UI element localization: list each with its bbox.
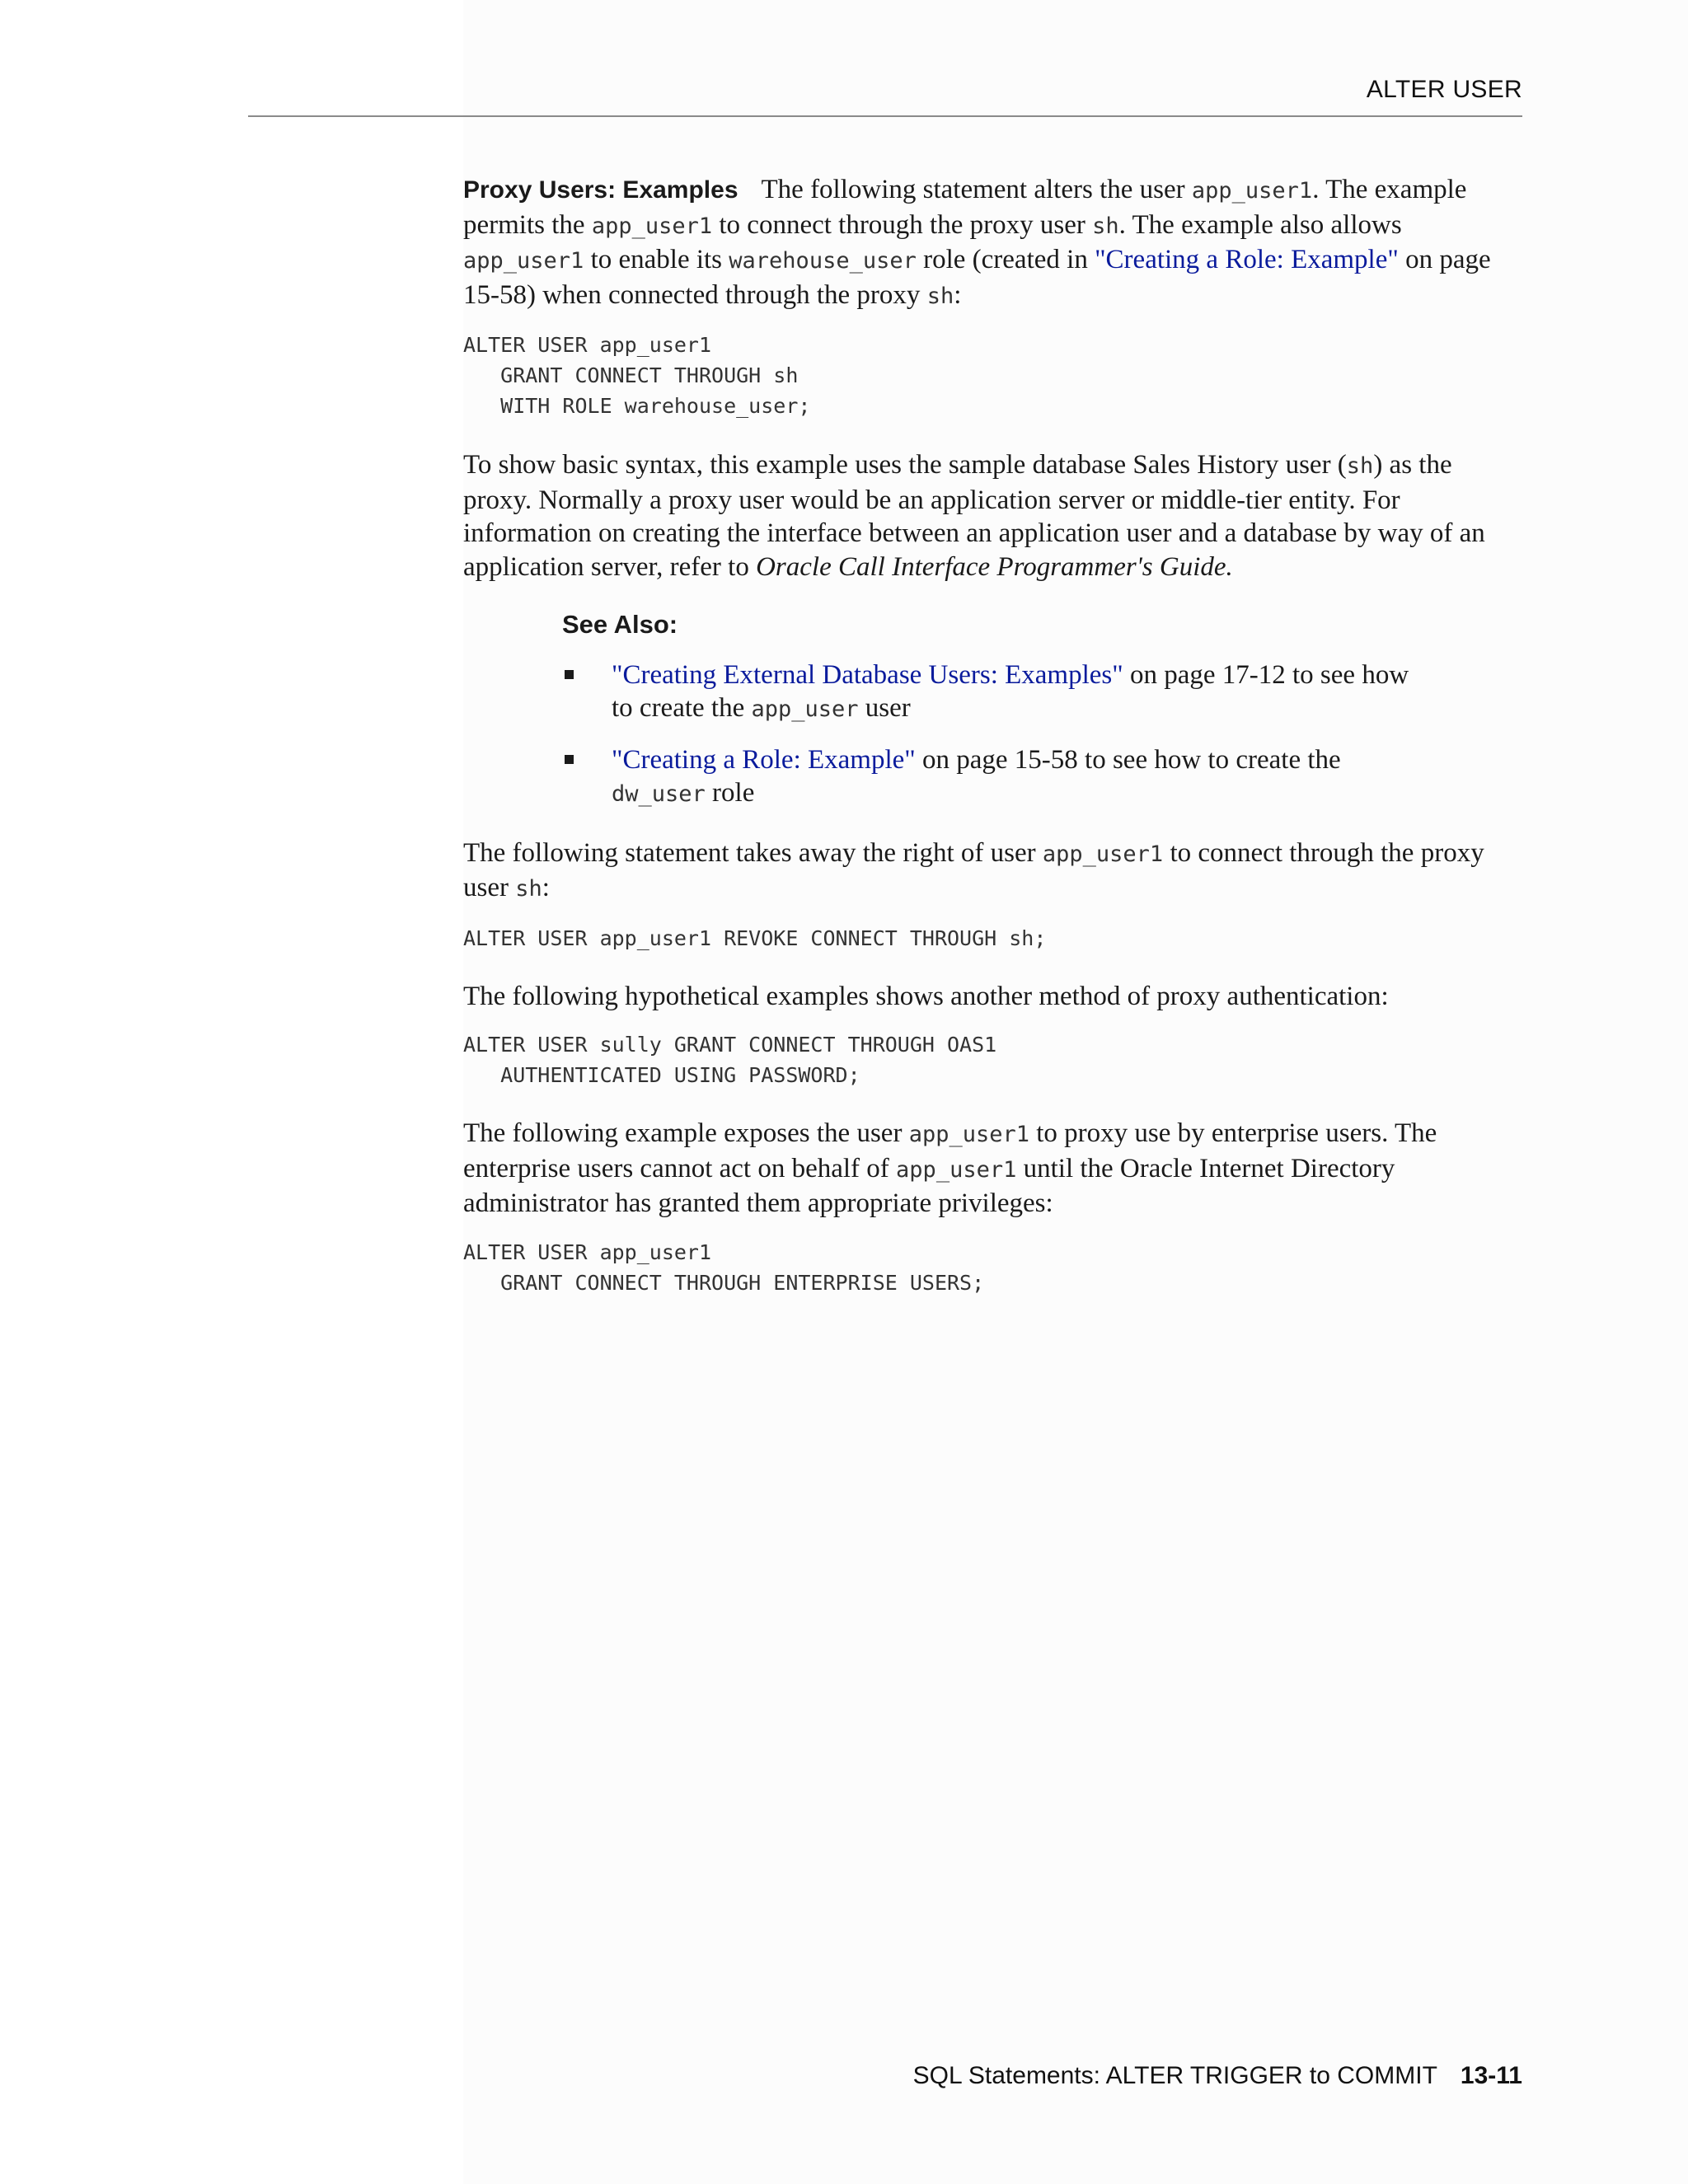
see-also-title: See Also: <box>562 610 678 639</box>
enterprise-users-paragraph: The following example exposes the user app_user1 to proxy use by enterprise users. The enterprise users cannot act on behalf of app_user1 until the Oracle Internet Directory administrator has granted them appropriate privileges: <box>463 1118 1437 1218</box>
inline-code: app_user1 <box>1042 841 1164 867</box>
see-also-list <box>562 658 1526 812</box>
page-content <box>463 173 1526 1298</box>
code-example-4: ALTER USER app_user1 GRANT CONNECT THROUGH ENTERPRISE USERS; <box>463 1240 985 1295</box>
header-rule <box>248 115 1522 117</box>
inline-code: sh <box>1346 453 1374 479</box>
inline-code: app_user1 <box>896 1156 1017 1183</box>
external-users-link[interactable]: "Creating External Database Users: Examples" <box>612 659 1123 690</box>
inline-code: sh <box>1092 213 1119 239</box>
inline-code: app_user1 <box>463 248 584 274</box>
hypothetical-paragraph: The following hypothetical examples shows another method of proxy authentication: <box>463 981 1389 1011</box>
code-example-3: ALTER USER sully GRANT CONNECT THROUGH OAS1 AUTHENTICATED USING PASSWORD; <box>463 1033 997 1087</box>
creating-role-link[interactable]: "Creating a Role: Example" <box>1095 245 1399 274</box>
inline-code: warehouse_user <box>729 248 917 274</box>
code-example-1: ALTER USER app_user1 GRANT CONNECT THROUGH sh WITH ROLE warehouse_user; <box>463 333 811 418</box>
section-heading: Proxy Users: Examples <box>463 176 738 204</box>
syntax-explanation-paragraph: To show basic syntax, this example uses the sample database Sales History user (sh) as the proxy. Normally a proxy user would be an application server or middle-tier entity. For information on creating the interface between an application user and a database by way of an application server, refer to Oracle Call Interface Programmer's Guide. <box>463 450 1485 582</box>
inline-code: app_user <box>751 696 859 722</box>
bullet-icon <box>565 670 574 679</box>
running-header: ALTER USER <box>1366 76 1522 103</box>
inline-code: dw_user <box>612 781 706 807</box>
inline-code: app_user1 <box>908 1122 1029 1147</box>
page-footer <box>913 2062 1522 2090</box>
proxy-examples-paragraph: Proxy Users: Examples The following statement alters the user app_user1. The example permits the app_user1 to connect through the proxy user sh. The example also allows app_user1 to enable its warehouse_user role (created in "Creating a Role: Example" on page 15-58) when connected through the proxy sh: <box>463 175 1491 310</box>
revoke-paragraph: The following statement takes away the right of user app_user1 to connect through the proxy user sh: <box>463 837 1484 902</box>
book-title: Oracle Call Interface Programmer's Guide. <box>756 551 1233 582</box>
bullet-icon <box>565 755 574 764</box>
inline-code: app_user1 <box>1191 178 1313 204</box>
see-also-box <box>562 608 1526 812</box>
inline-code: sh <box>515 876 542 902</box>
inline-code: app_user1 <box>591 213 713 239</box>
creating-role-link[interactable]: "Creating a Role: Example" <box>612 744 916 775</box>
see-also-item: "Creating a Role: Example" on page 15-58 to see how to create the dw_user role <box>562 743 1436 812</box>
inline-code: sh <box>926 283 954 309</box>
code-example-2: ALTER USER app_user1 REVOKE CONNECT THROUGH sh; <box>463 926 1047 950</box>
page-number: 13-11 <box>1460 2062 1522 2089</box>
see-also-item: "Creating External Database Users: Examples" on page 17-12 to see how to create the app_user user <box>562 658 1436 727</box>
footer-chapter-title: SQL Statements: ALTER TRIGGER to COMMIT <box>912 2062 1437 2089</box>
